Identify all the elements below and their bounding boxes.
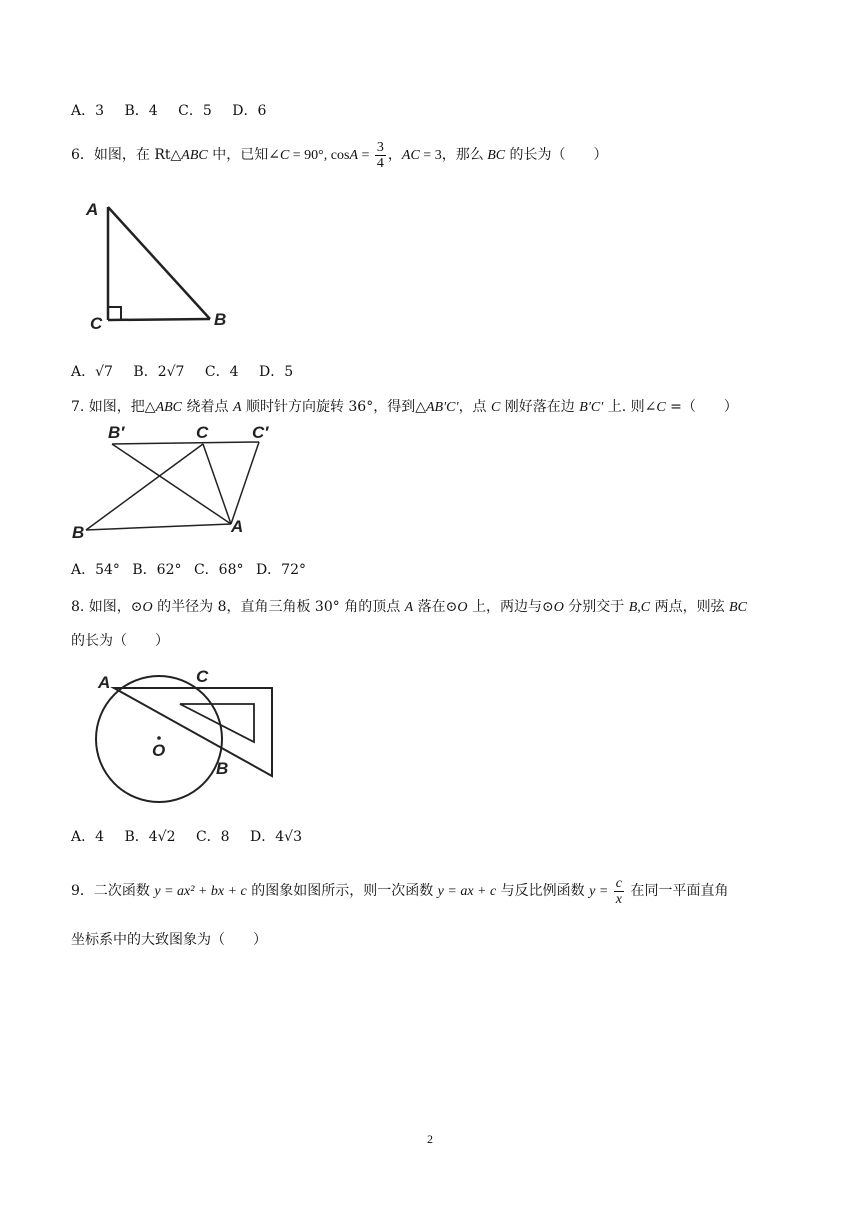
q8-label-a: A xyxy=(98,673,111,692)
q8-stem-line2: 的长为（ ） xyxy=(71,633,169,649)
q6-option-b: B．2√7 xyxy=(133,364,185,380)
q8-option-a: A．4 xyxy=(71,829,105,845)
q6-stem: 6．如图，在 Rt△ABC 中，已知∠C = 90°, cosA = $\frac{3}{4}$ ，AC = 3，那么 BC 的长为（ ） xyxy=(71,139,608,171)
q9-stem-line1: 9．二次函数 y = ax² + bx + c 的图象如图所示，则一次函数 y = ax + c 与反比例函数 y = $\frac{c}{x}$ 在同一平面直角 xyxy=(71,875,729,907)
q6-option-a: A．√7 xyxy=(71,364,113,380)
q7-option-d: D．72° xyxy=(255,562,306,578)
q5-option-d: D．6 xyxy=(232,103,267,119)
q7-options xyxy=(71,559,314,579)
q6-option-c: C．4 xyxy=(204,364,239,380)
page-number: 2 xyxy=(427,1132,433,1146)
q8-option-d: D．4√3 xyxy=(250,829,303,845)
q7-option-a: A．54° xyxy=(71,562,120,578)
q7-label-a: A xyxy=(231,517,244,536)
q8-options xyxy=(71,826,318,846)
q7-label-bprime: B′ xyxy=(108,423,125,442)
q8-option-c: C．8 xyxy=(195,829,230,845)
q5-options xyxy=(71,100,282,120)
q7-option-c: C．68° xyxy=(193,562,244,578)
q6-options xyxy=(71,361,309,381)
q8-option-b: B．4√2 xyxy=(124,829,176,845)
q6-triangle-figure xyxy=(80,195,240,335)
q7-label-cprime: C′ xyxy=(252,423,269,442)
q8-label-o: O xyxy=(152,741,166,760)
q8-stem-line1: 8. 如图，⊙O 的半径为 8，直角三角板 30° 角的顶点 A 落在⊙O 上，两边与⊙O 分别交于 B,C 两点，则弦 BC xyxy=(71,599,747,615)
q8-label-b: B xyxy=(216,759,229,778)
q9-fraction: $\frac{c}{x}$ xyxy=(615,875,623,907)
q8-circle-figure xyxy=(88,666,288,811)
q6-label-b: B xyxy=(214,310,227,329)
q5-option-b: B．4 xyxy=(124,103,158,119)
q9-stem-line2: 坐标系中的大致图象为（ ） xyxy=(71,932,267,948)
q7-stem: 7. 如图，把△ABC 绕着点 A 顺时针方向旋转 36°，得到△AB′C′，点 C 刚好落在边 B′C′ 上. 则∠C =（ ） xyxy=(71,399,738,415)
q6-label-c: C xyxy=(90,314,103,333)
q6-label-a: A xyxy=(86,200,99,219)
q7-label-b: B xyxy=(72,523,85,542)
q5-option-c: C．5 xyxy=(178,103,212,119)
q5-option-a: A．3 xyxy=(71,103,105,119)
q8-label-c: C xyxy=(196,667,209,686)
q7-rotation-figure xyxy=(66,420,286,545)
q7-label-c: C xyxy=(196,423,209,442)
q6-option-d: D．5 xyxy=(258,364,294,380)
q7-option-b: B．62° xyxy=(132,562,182,578)
q6-fraction: $\frac{3}{4}$ xyxy=(376,139,384,171)
